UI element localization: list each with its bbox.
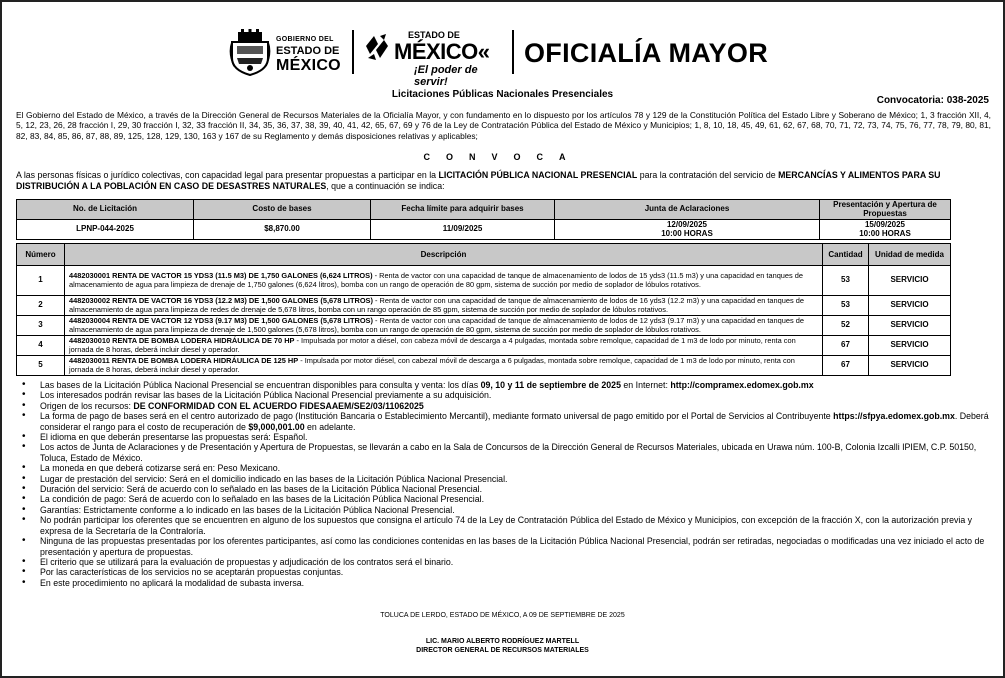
edomex-logo [364,26,504,88]
col-descripcion: Descripción [65,244,823,266]
list-item: • Las bases de la Licitación Pública Nacional Presencial se encuentran disponibles para consulta y venta: los días 09, 10 y 11 de septiembre de 2025 en Internet: http://compramex.edomex.gob.mx [22,380,994,390]
logo-edomex-line2: MÉXICO« [394,39,490,64]
item-unit: SERVICIO [869,296,951,316]
item-qty: 53 [823,296,869,316]
table-row [17,336,951,356]
list-item: • En este procedimiento no aplicará la modalidad de subasta inversa. [22,578,994,588]
invitation-paragraph: A las personas físicas o jurídico colectivas, con capacidad legal para presentar propuestas a participar en la LICITACIÓN PÚBLICA NACIONAL PRESENCIAL para la contratación del servicio de MERCANCÍAS Y ALIMENTOS PARA SU DISTRIBUCIÓN A LA POBLACIÓN EN CASO DE DESASTRES NATURALES, que a continuación se indica: [16,170,941,191]
list-item: • Por las características de los servicios no se aceptarán propuestas conjuntas. [22,567,994,577]
conditions-list [22,380,994,588]
item-num: 3 [17,316,65,336]
convoca-heading: CONVOCA [423,152,582,162]
place-date: TOLUCA DE LERDO, ESTADO DE MÉXICO, A 09 DE SEPTIEMBRE DE 2025 [380,612,625,619]
list-item: • No podrán participar los oferentes que se encuentren en alguno de los supuestos que consigna el artículo 74 de la Ley de Contratación Pública del Estado de México y Municipios, con excepción de la fracción X, con la autorización previa y expresa de la Secretaría de la Contraloría. [22,515,994,536]
cell-numero: LPNP-044-2025 [17,220,194,240]
col-numero: Número [17,244,65,266]
signatory-title: DIRECTOR GENERAL DE RECURSOS MATERIALES [416,647,589,654]
header-divider [352,30,354,74]
list-item: • Lugar de prestación del servicio: Será en el domicilio indicado en las bases de la Licitación Pública Nacional Presencial. [22,474,994,484]
col-no-licitacion: No. de Licitación [17,200,194,220]
item-num: 2 [17,296,65,316]
items-table [16,243,951,376]
col-junta-aclaraciones: Junta de Aclaraciones [555,200,820,220]
item-desc: 4482030011 RENTA DE BOMBA LODERA HIDRÁULICA DE 125 HP - Impulsada por motor diésel, con cabezal móvil de descarga a 6 pulgadas, montada sobre remolque, capacidad de 1 m3 de lodo por minuto, renta con jornada de 8 horas, deberá incluir diesel y operador. [65,356,823,376]
signatory-name: LIC. MARIO ALBERTO RODRÍGUEZ MARTELL [425,638,580,645]
item-desc: 4482030004 RENTA DE VACTOR 12 YDS3 (9.17 M3) DE 1,500 GALONES (5,678 LITROS) - Renta de vactor con una capacidad de tanque de almacenamiento de lodos de 12 yds3 (9.17 m3) y una capacidad en tanques de almacenamiento de agua para limpieza de drenaje de 1,500 galones (5,678 litros), bomba con un rango de operación de 80 gpm, sistema de succión por medio de soplador de lóbulos rotativos. [65,316,823,336]
list-item: • La moneda en que deberá cotizarse será en: Peso Mexicano. [22,463,994,473]
col-costo-bases: Costo de bases [194,200,371,220]
col-unidad: Unidad de medida [869,244,951,266]
table-row [17,266,951,296]
table-row [17,220,951,240]
list-item: • Ninguna de las propuestas presentadas por los oferentes participantes, así como las condiciones contenidas en las bases de la Licitación Pública Nacional Presencial, podrán ser retiradas, negociadas o modificadas una vez iniciado el acto de presentación y apertura de propuestas. [22,536,994,557]
item-desc: 4482030002 RENTA DE VACTOR 16 YDS3 (12.2 M3) DE 1,500 GALONES (5,678 LITROS) - Renta de vactor con una capacidad de tanque de almacenamiento de lodos de 16 yds3 (12.2 m3) y una capacidad en tanques de almacenamiento de agua para limpieza de redes de drenaje de 5,678 litros, bomba con un rango operación de 85 gpm, sistema de succión por medio de soplador de lóbulos rotativos. [65,296,823,316]
item-unit: SERVICIO [869,336,951,356]
item-qty: 67 [823,336,869,356]
logo-edomex-line1: ESTADO DE [408,30,460,40]
licitacion-table [16,199,951,240]
intro-paragraph: El Gobierno del Estado de México, a través de la Dirección General de Recursos Materiales de la Oficialía Mayor, y con fundamento en lo dispuesto por los artículos 78 y 129 de la Constitución Política del Estado Libre y Soberano de México; 1, 3 fracción XII, 4, 5, 12, 23, 26, 28 fracción I, 29, 30 fracción I, 32, 33 fracción II, 34, 35, 36, 37, 38, 39, 40, 41, 42, 65, 67, 69 y 76 de la Ley de Contratación Pública del Estado de México y Municipios; 1, 8, 10, 18, 45, 49, 61, 62, 67, 68, 70, 71, 72, 73, 74, 75, 76, 77, 78, 79, 80, 81, 82, 83, 84, 85, 86, 87, 88, 89, 125, 128, 129, 130, 163 y 167 de su Reglamento y demás disposiciones relativas y aplicables; [16,110,991,141]
header-divider-2 [512,30,514,74]
document-title: Licitaciones Públicas Nacionales Presenciales [391,89,614,100]
logo-edomex-slogan: ¡El poder de servir! [414,64,478,88]
gobierno-logo [228,28,346,76]
sfpya-link[interactable]: https://sfpya.edomex.gob.mx [833,411,955,422]
list-item: • Duración del servicio: Será de acuerdo con lo señalado en las bases de la Licitación Pública Nacional Presencial. [22,484,994,494]
compramex-link[interactable]: http://compramex.edomex.gob.mx [670,380,814,390]
logo-gov-line3: MÉXICO [276,57,341,74]
cell-costo: $8,870.00 [194,220,371,240]
header [2,24,1003,88]
col-cantidad: Cantidad [823,244,869,266]
list-item: • La forma de pago de bases será en el centro autorizado de pago (Institución Bancaria o Establecimiento Mercantil), mediante formato universal de pago emitido por el Portal de Servicios al Contribuyente https://sfpya.edomex.gob.mx. Deberá considerar el rango para el costo de recuperación de $9,000,001.00 en adelante. [22,411,994,432]
item-qty: 52 [823,316,869,336]
list-item: • Los interesados podrán revisar las bases de la Licitación Pública Nacional Presencial previamente a su adquisición. [22,390,994,400]
table-row [17,316,951,336]
list-item: • Origen de los recursos: DE CONFORMIDAD CON EL ACUERDO FIDESAAEM/SE2/03/11062025 [22,401,994,411]
item-unit: SERVICIO [869,266,951,296]
convocatoria-number: Convocatoria: 038-2025 [876,95,989,106]
state-seal-icon [228,28,272,76]
item-unit: SERVICIO [869,356,951,376]
list-item: • Los actos de Junta de Aclaraciones y de Presentación y Apertura de Propuestas, se llevarán a cabo en la Sala de Concursos de la Dirección General de Recursos Materiales, ubicada en Urawa núm. 100-B, Colonia Izcalli IPIEM, C.P. 50150, Toluca, Estado de México. [22,442,994,463]
cell-junta: 12/09/2025 10:00 HORAS [555,220,820,240]
office-name: OFICIALÍA MAYOR [524,38,769,68]
item-unit: SERVICIO [869,316,951,336]
cell-fecha-limite: 11/09/2025 [371,220,555,240]
list-item: • El idioma en que deberán presentarse las propuestas será: Español. [22,432,994,442]
col-fecha-limite: Fecha límite para adquirir bases [371,200,555,220]
logo-gov-line2: ESTADO DE [276,45,340,57]
logo-gov-line1: GOBIERNO DEL [276,36,334,43]
item-desc: 4482030010 RENTA DE BOMBA LODERA HIDRÁULICA DE 70 HP - Impulsada por motor a diésel, con cabeza móvil de descarga a 4 pulgadas, montada sobre remolque, capacidad de 1 m3 de lodo por minuto, renta con jornada de 8 horas, deberá incluir diesel y operador. [65,336,823,356]
logo-chevrons-icon: « [477,39,490,64]
item-num: 1 [17,266,65,296]
item-qty: 53 [823,266,869,296]
table-row [17,296,951,316]
list-item: • Garantías: Estrictamente conforme a lo indicado en las bases de la Licitación Pública Nacional Presencial. [22,505,994,515]
list-item: • La condición de pago: Será de acuerdo con lo señalado en las bases de la Licitación Pública Nacional Presencial. [22,494,994,504]
item-num: 5 [17,356,65,376]
item-desc: 4482030001 RENTA DE VACTOR 15 YDS3 (11.5 M3) DE 1,750 GALONES (6,624 LITROS) - Renta de vactor con una capacidad de tanque de almacenamiento de lodos de 15 yds3 (11.5 m3) y una capacidad en tanques de almacenamiento de agua para limpieza de drenaje de 1,750 galones (6,624 litros), bomba con un rango de operación de 80 gpm, sistema de succión por medio de soplador de lóbulos rotativos. [65,266,823,296]
list-item: • El criterio que se utilizará para la evaluación de propuestas y adjudicación de los contratos será el binario. [22,557,994,567]
table-row [17,356,951,376]
cell-apertura: 15/09/2025 10:00 HORAS [820,220,951,240]
item-num: 4 [17,336,65,356]
col-presentacion-apertura: Presentación y Apertura de Propuestas [820,200,951,220]
item-qty: 67 [823,356,869,376]
